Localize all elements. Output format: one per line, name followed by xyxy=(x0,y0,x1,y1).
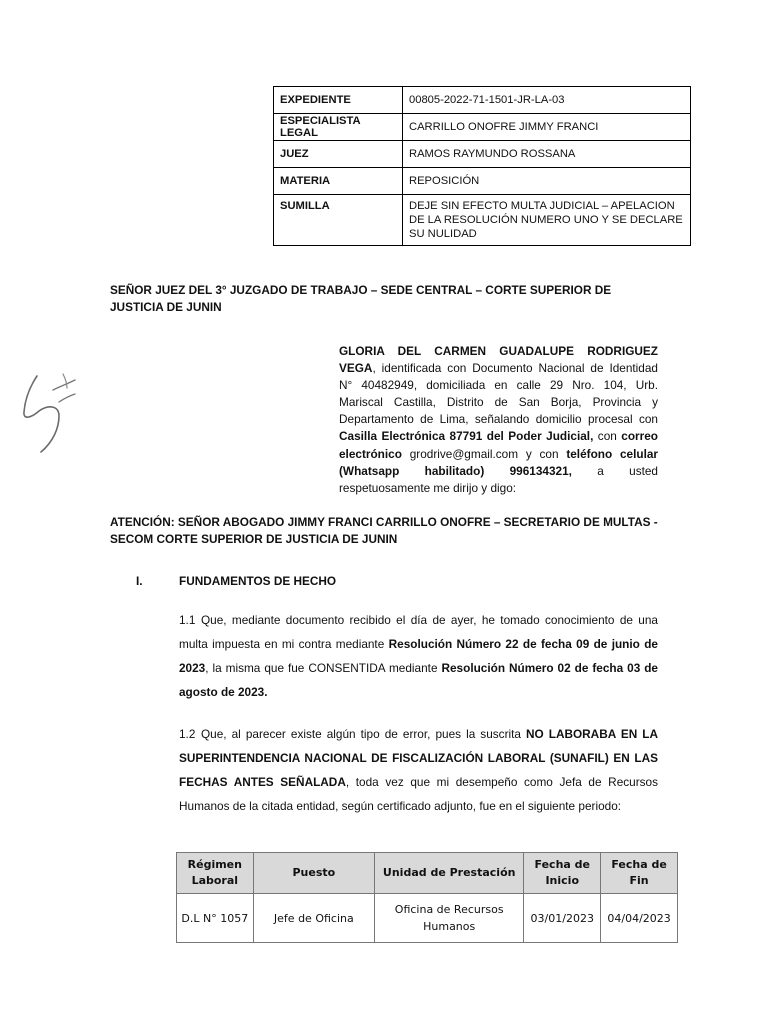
employment-period-table xyxy=(176,852,678,943)
table-cell: Oficina de Recursos Humanos xyxy=(375,894,524,943)
paragraph-number: 1.2 xyxy=(179,727,196,741)
case-info-table xyxy=(273,86,691,246)
case-label: SUMILLA xyxy=(274,195,403,246)
table-row xyxy=(274,168,691,195)
case-label: ESPECIALISTA LEGAL xyxy=(274,114,403,141)
paragraph-text: Que, al parecer existe algún tipo de error, pues la suscrita xyxy=(201,727,526,741)
party-email-label: correo electrónico xyxy=(339,429,658,461)
table-cell: 04/04/2023 xyxy=(601,894,678,943)
table-cell: D.L N° 1057 xyxy=(177,894,254,943)
paragraph-emphasis: Resolución Número 02 de fecha 03 de agosto de 2023. xyxy=(179,661,658,699)
table-row xyxy=(274,195,691,246)
table-cell: 03/01/2023 xyxy=(524,894,601,943)
addressee-heading: SEÑOR JUEZ DEL 3° JUZGADO DE TRABAJO – SEDE CENTRAL – CORTE SUPERIOR DE JUSTICIA DE JUNIN xyxy=(110,283,612,314)
case-value: CARRILLO ONOFRE JIMMY FRANCI xyxy=(403,114,691,141)
table-cell: Jefe de Oficina xyxy=(253,894,374,943)
table-row xyxy=(274,141,691,168)
party-casilla: Casilla Electrónica 87791 del Poder Judicial, xyxy=(339,429,594,444)
case-value: DEJE SIN EFECTO MULTA JUDICIAL – APELACION DE LA RESOLUCIÓN NUMERO UNO Y SE DECLARE SU NULIDAD xyxy=(403,195,691,246)
party-email: grodrive@gmail.com xyxy=(401,446,526,461)
party-text: , identificada con Documento Nacional de Identidad N° 40482949, domiciliada en calle 29 Nro. 104, Urb. Mariscal Castilla, Distrito de San Borja, Provincia y Departamento de Lima, señalando domicilio procesal con xyxy=(339,361,658,427)
case-label: MATERIA xyxy=(274,168,403,195)
paragraph-text: , toda vez que mi desempeño como Jefa de Recursos Humanos de la citada entidad, según certificado adjunto, fue en el siguiente periodo: xyxy=(179,775,659,813)
case-value: RAMOS RAYMUNDO ROSSANA xyxy=(403,141,691,168)
case-value: 00805-2022-71-1501-JR-LA-03 xyxy=(403,87,691,114)
column-header: Régimen Laboral xyxy=(177,853,254,894)
party-text: con xyxy=(593,429,622,444)
column-header: Puesto xyxy=(253,853,374,894)
paragraph-text: , la misma que fue CONSENTIDA mediante xyxy=(205,661,442,675)
case-label: JUEZ xyxy=(274,141,403,168)
party-identification xyxy=(339,343,658,497)
paragraph-text: Que, mediante documento recibido el día de ayer, he tomado conocimiento de una multa impuesta en mi contra mediante xyxy=(179,613,658,651)
section-title: FUNDAMENTOS DE HECHO xyxy=(179,574,337,588)
paragraph-1-1 xyxy=(179,608,658,704)
case-value: REPOSICIÓN xyxy=(403,168,691,195)
table-row xyxy=(274,114,691,141)
case-label: EXPEDIENTE xyxy=(274,87,403,114)
paragraph-emphasis: Resolución Número 22 de fecha 09 de junio de 2023 xyxy=(179,637,658,675)
party-text: a usted respetuosamente me dirijo y digo: xyxy=(339,463,658,495)
column-header: Fecha de Inicio xyxy=(524,853,601,894)
attention-heading: ATENCIÓN: SEÑOR ABOGADO JIMMY FRANCI CARRILLO ONOFRE – SECRETARIO DE MULTAS - SECOM CORTE SUPERIOR DE JUSTICIA DE JUNIN xyxy=(110,515,658,546)
handwritten-signature-icon xyxy=(15,362,85,462)
column-header: Unidad de Prestación xyxy=(375,853,524,894)
paragraph-emphasis: NO LABORABA EN LA SUPERINTENDENCIA NACIONAL DE FISCALIZACIÓN LABORAL (SUNAFIL) EN LAS FECHAS ANTES SEÑALADA xyxy=(179,727,658,789)
table-row xyxy=(274,87,691,114)
column-header: Fecha de Fin xyxy=(601,853,678,894)
table-row xyxy=(177,894,678,943)
party-phone: teléfono celular (Whatsapp habilitado) 996134321, xyxy=(339,446,658,478)
section-number: I. xyxy=(136,574,143,588)
party-name: GLORIA DEL CARMEN GUADALUPE RODRIGUEZ VEGA xyxy=(339,344,658,376)
party-text: y con xyxy=(525,446,567,461)
paragraph-1-2 xyxy=(179,722,658,818)
paragraph-number: 1.1 xyxy=(179,613,196,627)
table-header-row xyxy=(177,853,678,894)
